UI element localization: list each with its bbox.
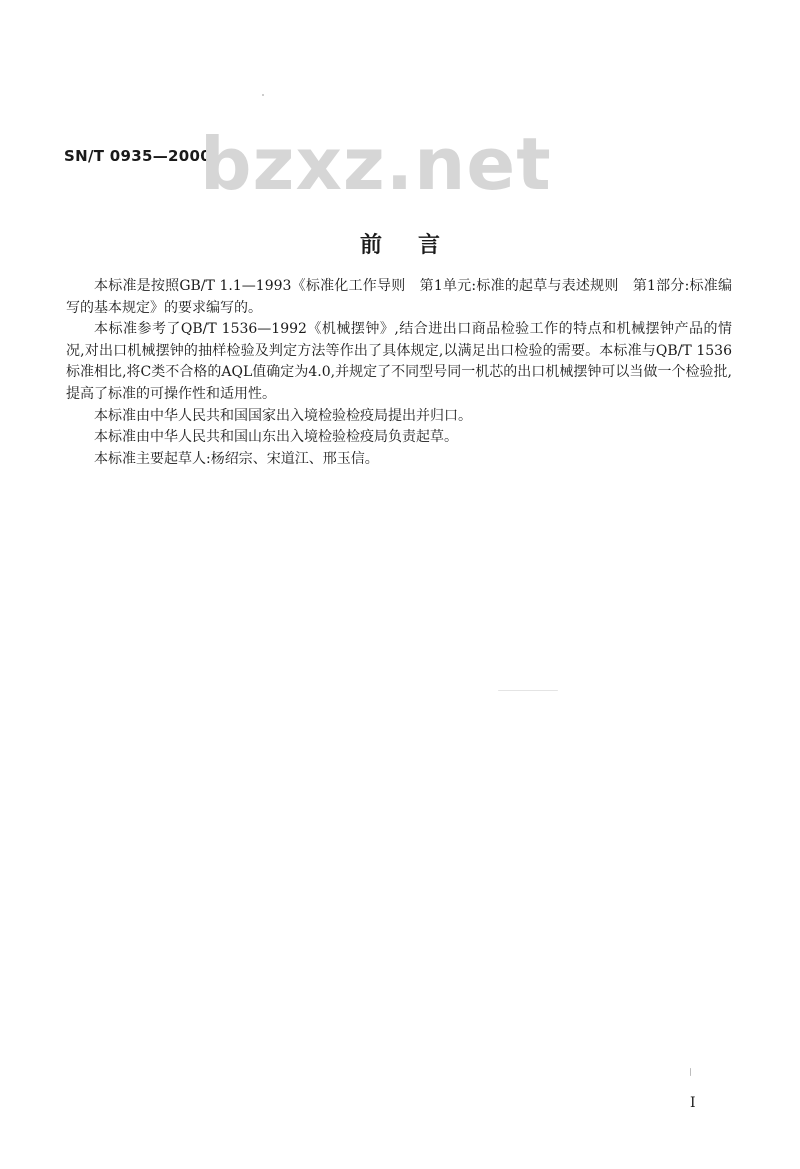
- watermark-logo: bzxz.net: [200, 122, 552, 206]
- paragraph-3: 本标准由中华人民共和国国家出入境检验检疫局提出并归口。: [94, 407, 472, 424]
- scan-speck: [262, 94, 264, 96]
- scan-speck: [690, 1068, 691, 1076]
- paragraph-1: 本标准是按照GB/T 1.1—1993《标准化工作导则 第1单元:标准的起草与表述规则 第1部分:标准编写的基本规定》的要求编写的。: [66, 278, 732, 316]
- page-number: I: [690, 1095, 696, 1111]
- paragraph-2: 本标准参考了QB/T 1536—1992《机械摆钟》,结合进出口商品检验工作的特点和机械摆钟产品的情况,对出口机械摆钟的抽样检验及判定方法等作出了具体规定,以满足出口检验的需要。本标准与QB/T 1536标准相比,将C类不合格的AQL值确定为4.0,并规定了不同型号同一机芯的出口机械摆钟可以当做一个检验批,提高了标准的可操作性和适用性。: [66, 321, 732, 402]
- paragraph-4: 本标准由中华人民共和国山东出入境检验检疫局负责起草。: [94, 429, 458, 446]
- page-title: 前言: [359, 233, 476, 258]
- scan-speck: [498, 690, 558, 691]
- standard-code: SN/T 0935—2000: [64, 147, 211, 165]
- foreword-body: [66, 276, 732, 470]
- paragraph-5: 本标准主要起草人:杨绍宗、宋道江、邢玉信。: [94, 450, 379, 467]
